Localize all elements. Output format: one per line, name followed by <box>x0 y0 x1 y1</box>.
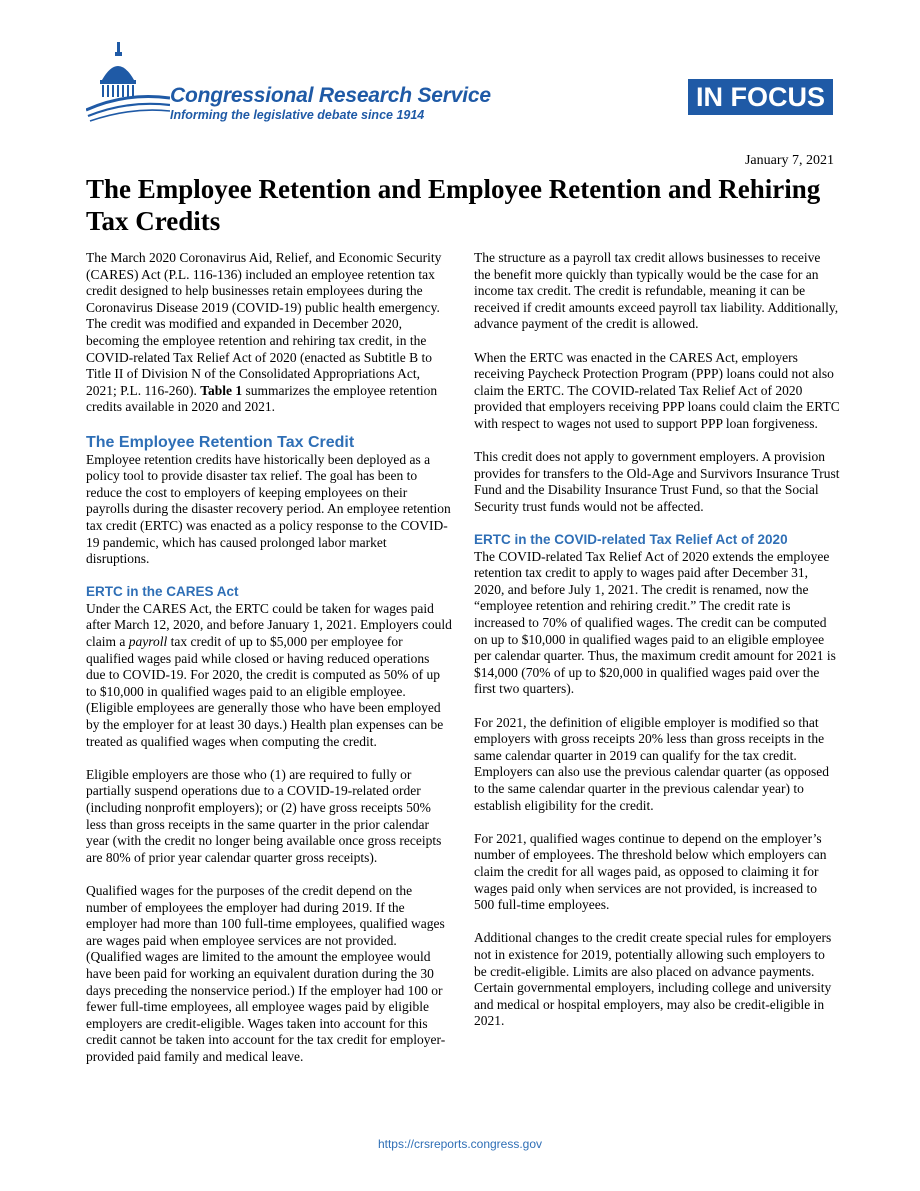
right-column <box>474 250 840 1047</box>
crs-logo <box>86 40 491 130</box>
in-focus-badge: IN FOCUS <box>688 79 833 115</box>
page-title: The Employee Retention and Employee Retention and Rehiring Tax Credits <box>86 174 821 236</box>
ppp-paragraph: When the ERTC was enacted in the CARES Act, employers receiving Paycheck Protection Program (PPP) loans could not also claim the ERTC. The COVID-related Tax Relief Act of 2020 provided that employers receiving PPP loans could claim the ERTC with respect to wages not used to support PPP loan forgiveness. <box>474 349 840 431</box>
capitol-dome-icon <box>86 40 170 122</box>
publication-date: January 7, 2021 <box>744 153 834 168</box>
table-reference-link[interactable]: Table 1 <box>200 382 243 398</box>
additional-changes-paragraph: Additional changes to the credit create special rules for employers not in existence for 2019, potentially allowing such employers to be credit-eligible. Limits are also placed on advance payments. Certain governmental employers, including college and university and medical or hospital employers, may also be credit-eligible in 2021. <box>474 930 832 1029</box>
left-column <box>86 250 452 1082</box>
cares-paragraph: Under the CARES Act, the ERTC could be taken for wages paid after March 12, 2020, and before January 1, 2021. Employers could claim a payroll tax credit of up to $5,000 per employee for qualified wages paid while closed or having reduced operations due to COVID-19. For 2020, the credit is computed as 50% of up to $10,000 in qualified wages paid to an eligible employee. (Eligible employees are generally those who have been employed by the employer for at least 30 days.) Health plan expenses can be treated as qualified wages when computing the credit. <box>86 600 452 749</box>
ertc-overview-paragraph: Employee retention credits have historically been deployed as a policy tool to provide disaster tax relief. The goal has been to reduce the cost to employers of keeping employees on their payrolls during the disaster recovery period. An employee retention tax credit (ERTC) was enacted as a policy response to the COVID-19 pandemic, which has caused prolonged labor market disruptions. <box>86 451 451 567</box>
footer-url-link[interactable]: https://crsreports.congress.gov <box>377 1137 543 1151</box>
org-name: Congressional Research Service <box>170 84 491 107</box>
government-employers-paragraph: This credit does not apply to government employers. A provision provides for transfers to the Old-Age and Survivors Insurance Trust Fund and the Disability Insurance Trust Fund, so that the Social Security trust funds would not be affected. <box>474 449 840 514</box>
covid-relief-paragraph: The COVID-related Tax Relief Act of 2020 extends the employee retention tax credit to apply to wages paid after December 31, 2020, and before July 1, 2021. The credit is renamed, now the “employee retention and rehiring credit.” The credit rate is increased to 70% of qualified wages. The credit can be computed on up to $10,000 in qualified wages paid to an eligible employee per calendar quarter. Thus, the maximum credit amount for 2021 is $14,000 (70% of up to $20,000 in qualified wages paid over the first two quarters). <box>474 548 836 697</box>
org-tagline: Informing the legislative debate since 1914 <box>170 108 425 122</box>
qualified-wages-paragraph: Qualified wages for the purposes of the credit depend on the number of employees the employer had during 2019. If the employer had more than 100 full-time employees, qualified wages are wages paid when employee services are not provided. (Qualified wages are limited to the amount the employee would have been paid for working an equivalent duration during the 30 days preceding the nonservice period.) If the employer had 100 or fewer full-time employees, all employee wages paid by eligible employers are credit-eligible. Wages taken into account for this credit cannot be taken into account for the tax credit for employer-provided paid family and medical leave. <box>86 882 446 1064</box>
eligible-definition-paragraph: For 2021, the definition of eligible employer is modified so that employers with gross receipts 20% less than gross receipts in the same calendar quarter in 2019 can qualify for the tax credit. Employers can also use the previous calendar quarter (as opposed to the same calendar quarter in the previous calendar year) to establish eligibility for the credit. <box>474 714 830 813</box>
subheading-covid-relief-act: ERTC in the COVID-related Tax Relief Act of 2020 <box>474 532 788 548</box>
structure-paragraph: The structure as a payroll tax credit allows businesses to receive the benefit more quickly than typically would be the case for an income tax credit. The credit is refundable, meaning it can be received if credit amounts exceed payroll tax liability. Additionally, advance payment of the credit is allowed. <box>474 250 839 332</box>
subheading-cares-act: ERTC in the CARES Act <box>86 584 239 600</box>
eligible-employers-paragraph: Eligible employers are those who (1) are required to fully or partially suspend operations due to a COVID-19-related order (including nonprofit employers); or (2) have gross receipts 50% less than gross receipts in the same quarter in the prior calendar year (with the credit no longer being available once gross receipts are 80% of prior year calendar quarter gross receipts). <box>86 766 442 865</box>
qualified-wages-2021-paragraph: For 2021, qualified wages continue to depend on the employer’s number of employees. The threshold below which employers can claim the credit for all wages paid, as opposed to claiming it for wages paid only when services are not provided, is increased to 500 full-time employees. <box>474 830 827 913</box>
section-heading-ertc: The Employee Retention Tax Credit <box>86 433 355 451</box>
intro-paragraph: The March 2020 Coronavirus Aid, Relief, and Economic Security (CARES) Act (P.L. 116-136) included an employee retention tax credit designed to help businesses retain employees during the Coronavirus Disease 2019 (COVID-19) public health emergency. The credit was modified and expanded in December 2020, becoming the employee retention and rehiring tax credit, in the COVID-related Tax Relief Act of 2020 (enacted as Subtitle B to Title II of Division N of the Consolidated Appropriations Act, 2021; P.L. 116-260). Table 1 summarizes the employee retention credits available in 2020 and 2021. <box>86 250 442 415</box>
